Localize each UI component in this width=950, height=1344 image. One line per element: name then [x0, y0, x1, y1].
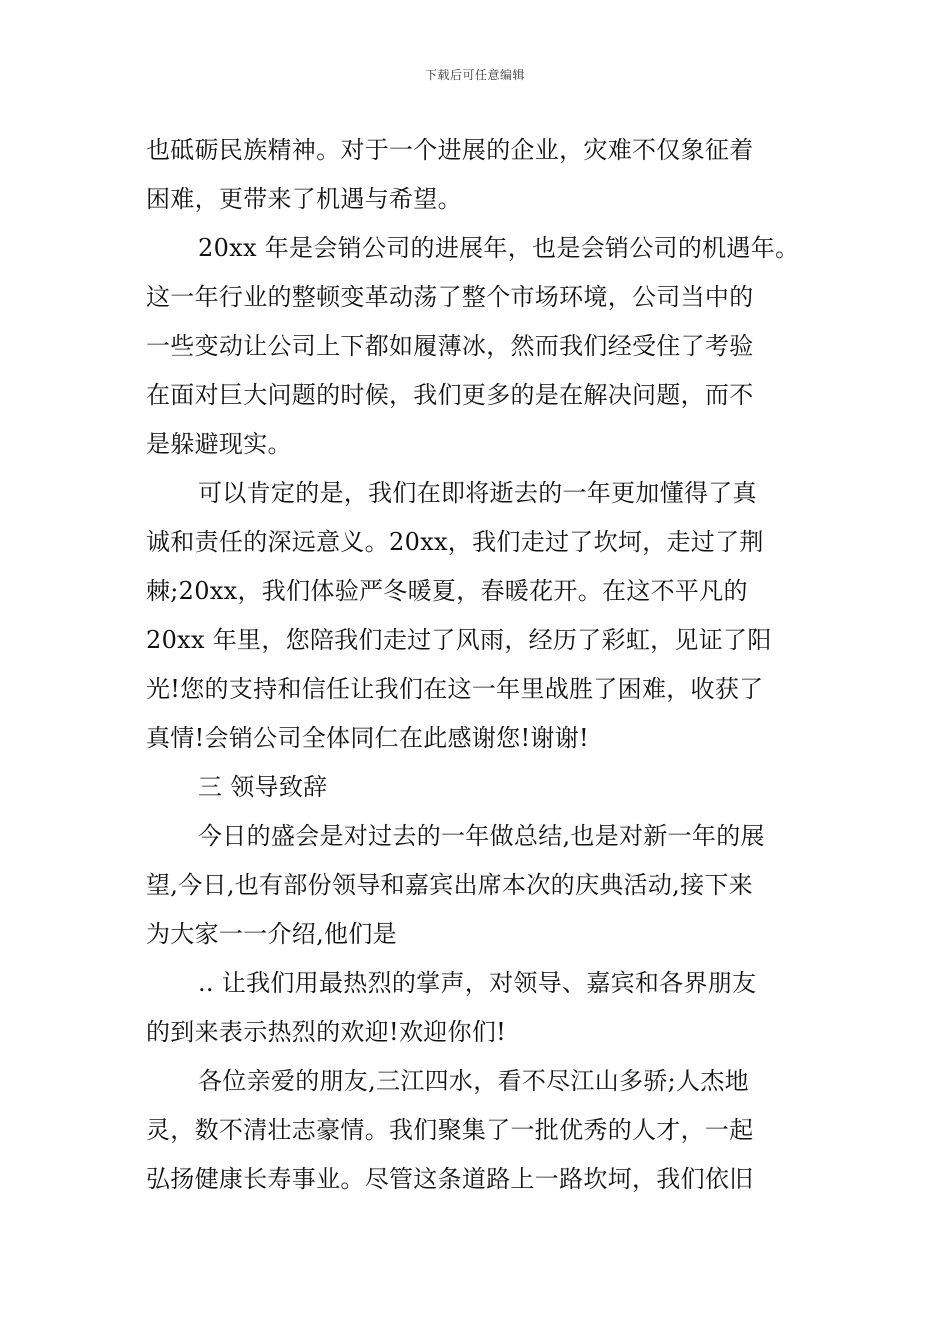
- text-line: 诚和责任的深远意义。20xx，我们走过了坎坷，走过了荆: [146, 528, 764, 556]
- text-line: 也砥砺民族精神。对于一个进展的企业，灾难不仅象征着: [146, 136, 754, 164]
- text-line: 的到来表示热烈的欢迎!欢迎你们!: [146, 1018, 507, 1046]
- text-line: 灵，数不清壮志豪情。我们聚集了一批优秀的人才，一起: [146, 1116, 754, 1144]
- text-line: 真情!会销公司全体同仁在此感谢您!谢谢!: [146, 724, 589, 752]
- text-line: 弘扬健康长寿事业。尽管这条道路上一路坎坷，我们依旧: [146, 1165, 754, 1193]
- text-line: 可以肯定的是，我们在即将逝去的一年更加懂得了真: [198, 479, 757, 507]
- page-header: 下载后可任意编辑: [424, 68, 525, 82]
- text-line: 20xx 年里，您陪我们走过了风雨，经历了彩虹，见证了阳: [146, 626, 772, 654]
- text-line: 是躲避现实。: [146, 430, 292, 458]
- text-line: 在面对巨大问题的时候，我们更多的是在解决问题，而不: [146, 381, 754, 409]
- text-line: 为大家一一介绍,他们是: [146, 920, 397, 948]
- text-line: .. 让我们用最热烈的掌声，对领导、嘉宾和各界朋友: [198, 969, 757, 997]
- text-line: 这一年行业的整顿变革动荡了整个市场环境，公司当中的: [146, 283, 754, 311]
- text-line: 今日的盛会是对过去的一年做总结,也是对新一年的展: [198, 822, 765, 850]
- text-line: 困难，更带来了机遇与希望。: [146, 185, 462, 213]
- text-line: 各位亲爱的朋友,三江四水，看不尽江山多骄;人杰地: [198, 1067, 749, 1095]
- text-line: 20xx 年是会销公司的进展年，也是会销公司的机遇年。: [198, 234, 800, 262]
- document-body: [146, 126, 816, 1204]
- text-line: 棘;20xx，我们体验严冬暖夏，春暖花开。在这不平凡的: [146, 577, 748, 605]
- text-line: 一些变动让公司上下都如履薄冰，然而我们经受住了考验: [146, 332, 754, 360]
- text-line: 望,今日,也有部份领导和嘉宾出席本次的庆典活动,接下来: [146, 871, 753, 899]
- section-heading: 三 领导致辞: [198, 773, 328, 801]
- text-line: 光!您的支持和信任让我们在这一年里战胜了困难，收获了: [146, 675, 764, 703]
